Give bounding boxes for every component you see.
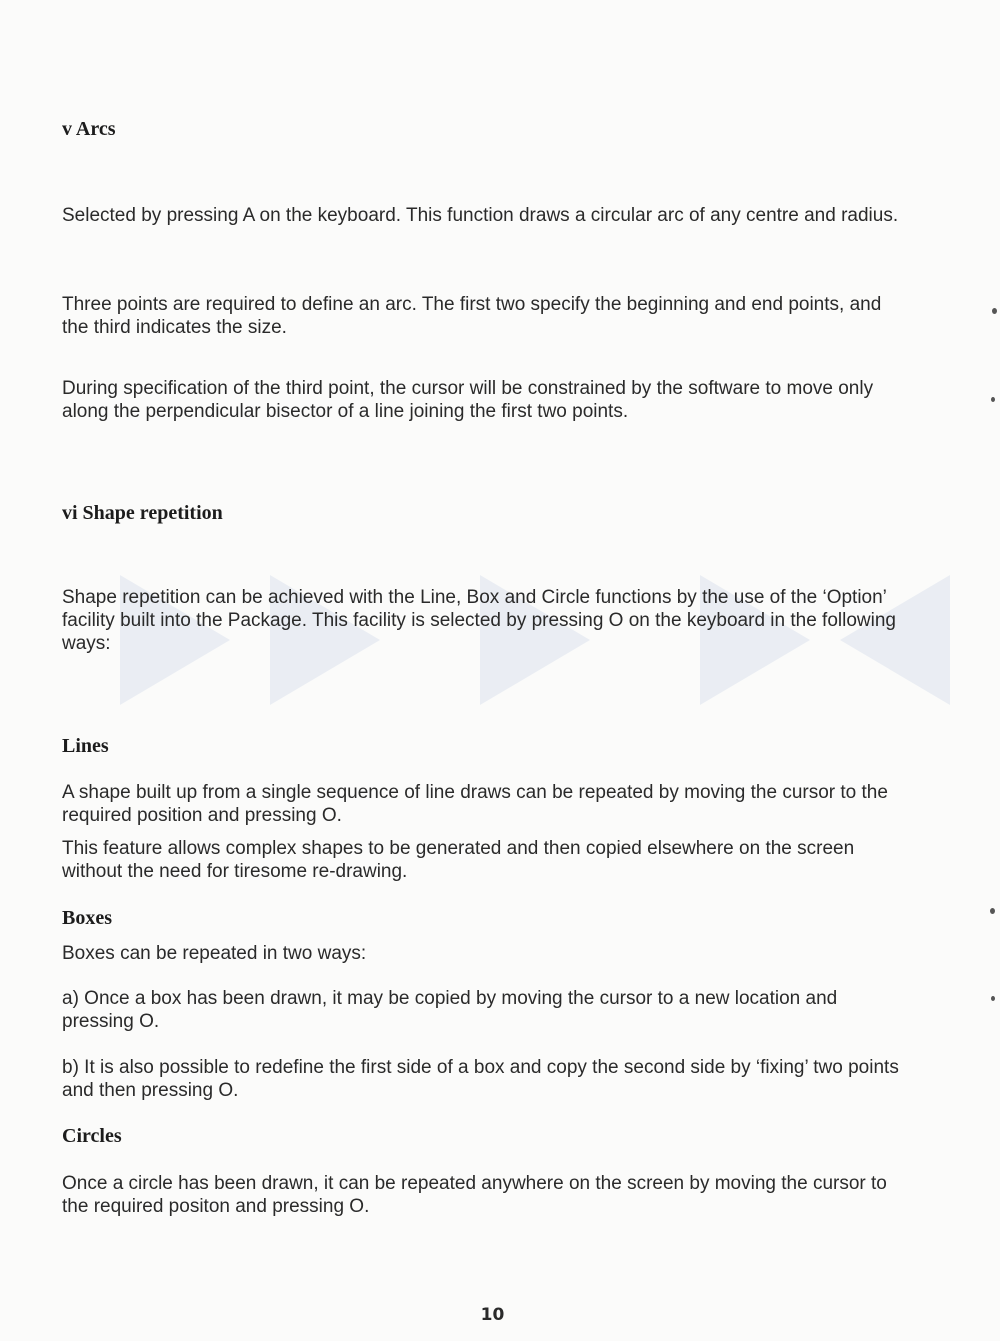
heading-boxes: Boxes xyxy=(62,907,112,929)
arcs-paragraph-3: During specification of the third point, the cursor will be constrained by the software to move only along the perpendicular bisector of a line joining the first two points. xyxy=(62,378,874,422)
heading-arcs: v Arcs xyxy=(62,118,116,140)
lines-paragraph-2: This feature allows complex shapes to be generated and then copied elsewhere on the screen without the need for tiresome re-drawing. xyxy=(62,838,855,882)
shape-repetition-intro: Shape repetition can be achieved with the Line, Box and Circle functions by the use of the ‘Option’ facility built into the Package. This facility is selected by pressing O on the keyboard in the following ways: xyxy=(62,587,896,654)
arcs-paragraph-1: Selected by pressing A on the keyboard. This function draws a circular arc of any centre and radius. xyxy=(62,205,899,226)
scan-speck xyxy=(991,996,995,1001)
boxes-paragraph-2: a) Once a box has been drawn, it may be copied by moving the cursor to a new location and pressing O. xyxy=(62,988,838,1032)
arcs-paragraph-2: Three points are required to define an arc. The first two specify the beginning and end points, and the third indicates the size. xyxy=(62,294,882,338)
heading-lines: Lines xyxy=(62,735,109,757)
scan-speck xyxy=(991,397,995,402)
boxes-paragraph-1: Boxes can be repeated in two ways: xyxy=(62,943,367,964)
scan-speck xyxy=(992,308,997,314)
circles-paragraph-1: Once a circle has been drawn, it can be repeated anywhere on the screen by moving the cursor to the required positon and pressing O. xyxy=(62,1173,887,1217)
heading-circles: Circles xyxy=(62,1125,122,1147)
lines-paragraph-1: A shape built up from a single sequence of line draws can be repeated by moving the cursor to the required position and pressing O. xyxy=(62,782,888,826)
boxes-paragraph-3: b) It is also possible to redefine the first side of a box and copy the second side by ‘fixing’ two points and then pressing O. xyxy=(62,1057,899,1101)
scan-speck xyxy=(990,908,995,914)
heading-shape-repetition: vi Shape repetition xyxy=(62,502,223,524)
page-number: 10 xyxy=(480,1305,505,1325)
